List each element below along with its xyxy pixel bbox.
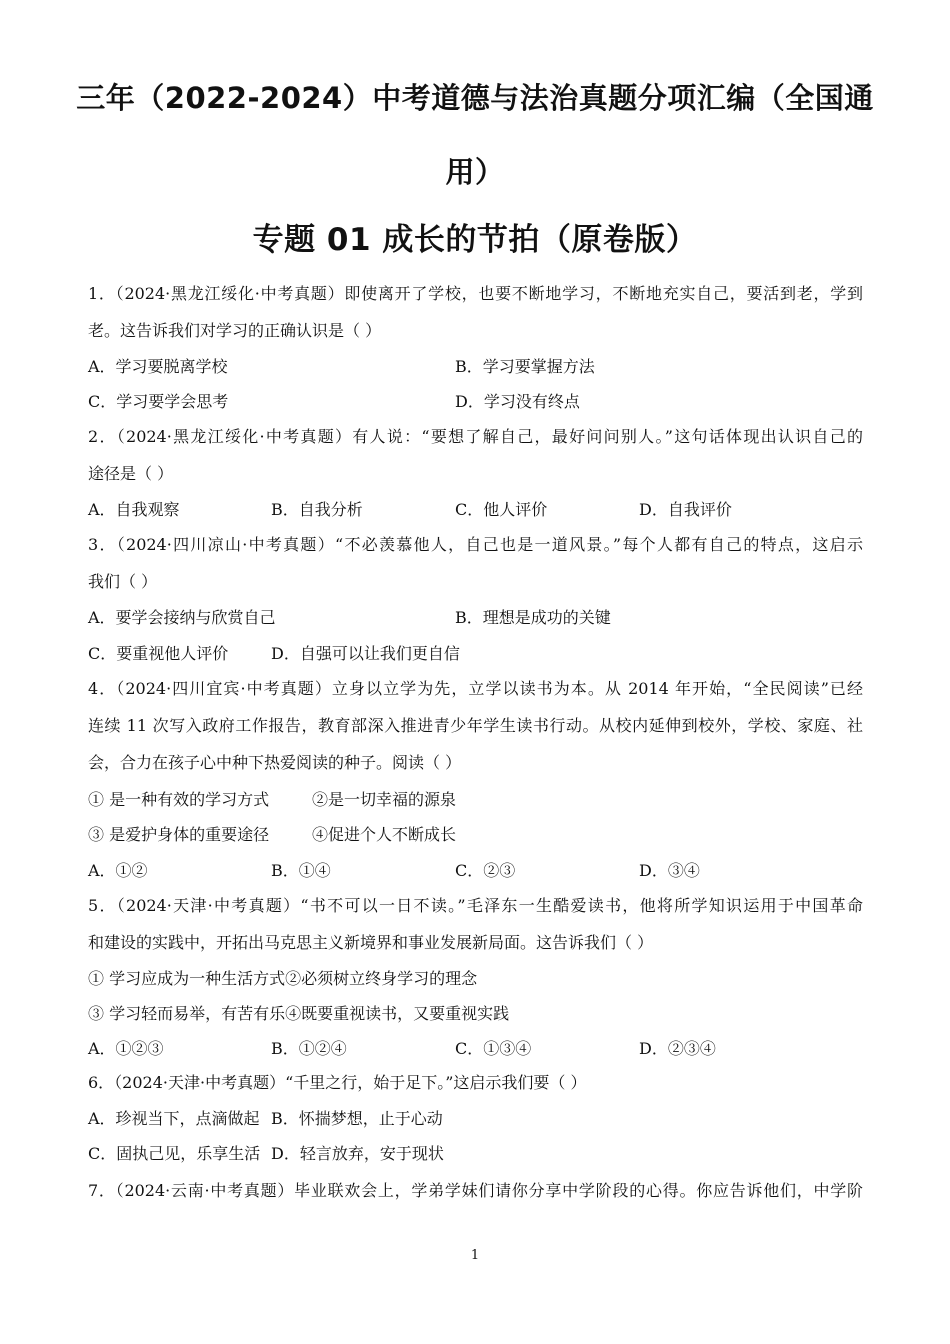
question-3-stem-line-2: 我们（ ） (88, 572, 158, 591)
question-2-option-b: B．自我分析 (271, 500, 363, 519)
page-number: 1 (470, 1248, 480, 1263)
question-6-stem-line-1: 6．（2024·天津·中考真题）“千里之行，始于足下。”这启示我们要（ ） (88, 1073, 587, 1092)
question-1-option-d: D．学习没有终点 (455, 392, 580, 411)
question-1-stem-line-2: 老。这告诉我们对学习的正确认识是（ ） (88, 321, 382, 340)
question-4-stem-line-2: 连续 11 次写入政府工作报告，教育部深入推进青少年学生读书行动。从校内延伸到校外，学校、家庭、社 (88, 716, 863, 735)
question-4-option-d: D．③④ (639, 861, 700, 880)
document-title-line-1: 三年（2022-2024）中考道德与法治真题分项汇编（全国通 (76, 81, 874, 115)
question-1-option-a: A．学习要脱离学校 (88, 357, 228, 376)
question-4-option-b: B．①④ (271, 861, 331, 880)
question-4-stem-line-3: 会，合力在孩子心中种下热爱阅读的种子。阅读（ ） (88, 753, 462, 772)
question-4-item-3: ③ 是爱护身体的重要途径 (88, 825, 270, 844)
question-1-stem-line-1: 1．（2024·黑龙江绥化·中考真题）即使离开了学校，也要不断地学习，不断地充实自己，要活到老，学到 (88, 284, 863, 303)
question-4-option-c: C．②③ (455, 861, 516, 880)
question-5-option-b: B．①②④ (271, 1039, 347, 1058)
question-2-stem-line-2: 途径是（ ） (88, 464, 174, 483)
question-1-option-c: C．学习要学会思考 (88, 392, 229, 411)
question-2-stem-line-1: 2．（2024·黑龙江绥化·中考真题）有人说：“要想了解自己，最好问问别人。”这句话体现出认识自己的 (88, 427, 863, 446)
question-4-stem-line-1: 4．（2024·四川宜宾·中考真题）立身以立学为先，立学以读书为本。从 2014 年开始，“全民阅读”已经 (88, 679, 863, 698)
question-3-option-a: A．要学会接纳与欣赏自己 (88, 608, 276, 627)
question-3-option-b: B．理想是成功的关键 (455, 608, 611, 627)
question-3-option-d: D．自强可以让我们更自信 (271, 644, 460, 663)
question-3-stem-line-1: 3．（2024·四川凉山·中考真题）“不必羡慕他人，自己也是一道风景。”每个人都有自己的特点，这启示 (88, 535, 863, 554)
question-5-item-1: ① 学习应成为一种生活方式②必须树立终身学习的理念 (88, 969, 478, 988)
question-2-option-c: C．他人评价 (455, 500, 548, 519)
question-6-option-b: B．怀揣梦想，止于心动 (271, 1109, 443, 1128)
question-6-option-d: D．轻言放弃，安于现状 (271, 1144, 444, 1163)
question-1-option-b: B．学习要掌握方法 (455, 357, 595, 376)
document-title-line-2: 用） (445, 155, 505, 189)
question-5-option-c: C．①③④ (455, 1039, 532, 1058)
question-5-stem-line-1: 5．（2024·天津·中考真题）“书不可以一日不读。”毛泽东一生酷爱读书，他将所学知识运用于中国革命 (88, 896, 863, 915)
question-4-option-a: A．①② (88, 861, 148, 880)
question-4-item-2: ②是一切幸福的源泉 (312, 790, 457, 809)
question-5-stem-line-2: 和建设的实践中，开拓出马克思主义新境界和事业发展新局面。这告诉我们（ ） (88, 933, 654, 952)
question-4-item-4: ④促进个人不断成长 (312, 825, 457, 844)
question-6-option-c: C．固执己见，乐享生活 (88, 1144, 261, 1163)
question-2-option-d: D．自我评价 (639, 500, 732, 519)
question-2-option-a: A．自我观察 (88, 500, 180, 519)
question-3-option-c: C．要重视他人评价 (88, 644, 229, 663)
question-5-option-d: D．②③④ (639, 1039, 716, 1058)
question-5-option-a: A．①②③ (88, 1039, 164, 1058)
document-subtitle: 专题 01 成长的节拍（原卷版） (252, 222, 698, 258)
question-5-item-2: ③ 学习轻而易举，有苦有乐④既要重视读书，又要重视实践 (88, 1004, 510, 1023)
question-7-stem-line-1: 7．（2024·云南·中考真题）毕业联欢会上，学弟学妹们请你分享中学阶段的心得。你应告诉他们，中学阶 (88, 1181, 863, 1200)
question-6-option-a: A．珍视当下，点滴做起 (88, 1109, 260, 1128)
question-4-item-1: ① 是一种有效的学习方式 (88, 790, 270, 809)
